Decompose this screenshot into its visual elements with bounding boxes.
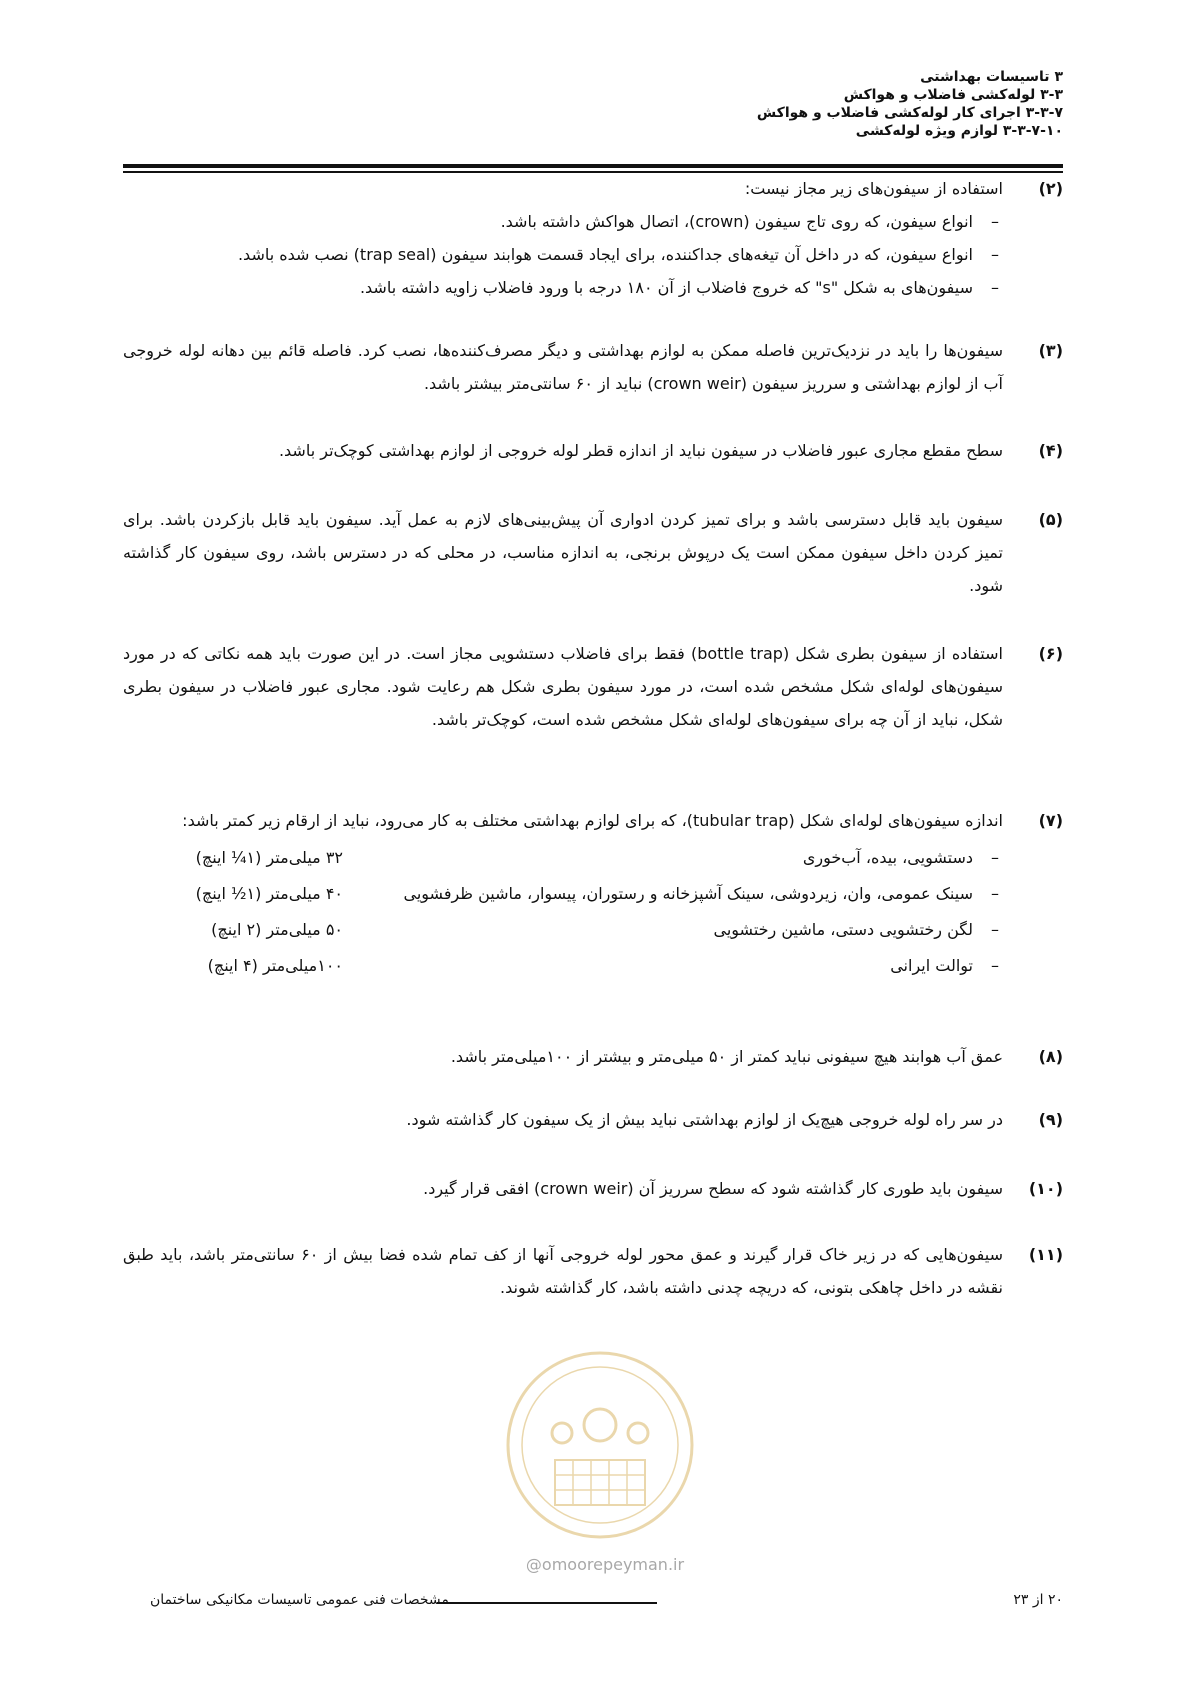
- clause-text: در سر راه لوله خروجی هیچ‌یک از لوازم بهداشتی نباید بیش از یک سیفون کار گذاشته شود.: [406, 1110, 1003, 1129]
- clause-text: اندازه سیفون‌های لوله‌ای شکل (tubular trap)، که برای لوازم بهداشتی مختلف به کار می‌رود، نباید از ارقام زیر کمتر باشد:: [182, 811, 1003, 830]
- list-item: – انواع سیفون، که روی تاج سیفون (crown)، اتصال هواکش داشته باشد.: [123, 205, 1003, 238]
- clause-6: [123, 637, 1063, 736]
- clause-7: [123, 804, 1063, 985]
- clause-text: سیفون باید طوری کار گذاشته شود که سطح سرریز آن (crown weir) افقی قرار گیرد.: [423, 1179, 1003, 1198]
- clause-text: سیفون‌ها را باید در نزدیک‌ترین فاصله ممکن به لوازم بهداشتی و دیگر مصرف‌کننده‌ها، نصب کرد. فاصله قائم بین دهانه لوله خروجی آب از لوازم بهداشتی و سرریز سیفون (crown weir) نباید از ۶۰ سانتی‌متر بیشتر باشد.: [123, 341, 1003, 393]
- clause-number: (۵): [1038, 510, 1063, 529]
- section-header: [123, 68, 1063, 140]
- clause-number: (۶): [1038, 644, 1063, 663]
- clause-text: سطح مقطع مجاری عبور فاضلاب در سیفون نباید از اندازه قطر لوله خروجی از لوازم بهداشتی کوچک‌تر باشد.: [278, 441, 1003, 460]
- table-row: [123, 841, 1003, 877]
- fixture-name: – توالت ایرانی: [890, 956, 973, 975]
- fixture-name: – سینک عمومی، وان، زیردوشی، سینک آشپزخانه و رستوران، پیسوار، ماشین ظرفشویی: [403, 884, 973, 903]
- table-row: [123, 913, 1003, 949]
- clause-number: (۹): [1038, 1110, 1063, 1129]
- trap-size: ۱۰۰میلی‌متر (۴ اینچ): [207, 956, 343, 975]
- list-item: – انواع سیفون، که در داخل آن تیغه‌های جداکننده، برای ایجاد قسمت هوابند سیفون (trap seal) نصب شده باشد.: [123, 238, 1003, 271]
- header-rule-thick: [123, 164, 1063, 168]
- clause-number: (۸): [1038, 1047, 1063, 1066]
- table-row: [123, 949, 1003, 985]
- clause-text: سیفون‌هایی که در زیر خاک قرار گیرند و عمق محور لوله خروجی آنها از کف تمام شده فضا بیش از ۶۰ سانتی‌متر باشد، باید طبق نقشه در داخل چاهکی بتونی، که دریچه چدنی داشته باشد، کار گذاشته شوند.: [123, 1245, 1003, 1297]
- watermark-seal-icon: [500, 1345, 700, 1545]
- table-row: [123, 877, 1003, 913]
- fixture-name: – لگن رختشویی دستی، ماشین رختشویی: [713, 920, 973, 939]
- page-number: ۲۰ از ۲۳: [1013, 1592, 1063, 1608]
- clause-text: سیفون باید قابل دسترسی باشد و برای تمیز کردن ادواری آن پیش‌بینی‌های لازم به عمل آید. سیفون باید قابل بازکردن باشد. برای تمیز کردن داخل سیفون ممکن است یک درپوش برنجی، به اندازه مناسب، در محلی که در دسترس باشد، روی سیفون کار گذاشته شود.: [123, 510, 1003, 595]
- clause-text: عمق آب هوابند هیچ سیفونی نباید کمتر از ۵۰ میلی‌متر و بیشتر از ۱۰۰میلی‌متر باشد.: [450, 1047, 1003, 1066]
- header-subsection: ۳-۳-۷ اجرای کار لوله‌کشی فاضلاب و هواکش: [756, 105, 1063, 121]
- clause-number: (۴): [1038, 441, 1063, 460]
- header-section: ۳-۳ لوله‌کشی فاضلاب و هواکش: [843, 87, 1063, 103]
- list-item: – سیفون‌های به شکل "s" که خروج فاضلاب از آن ۱۸۰ درجه با ورود فاضلاب زاویه داشته باشد.: [123, 271, 1003, 304]
- watermark-url: @omoorepeyman.ir: [525, 1555, 685, 1574]
- clause-number: (۲): [1038, 179, 1063, 198]
- footer-rule: [437, 1602, 657, 1604]
- clause-11: [123, 1238, 1063, 1304]
- clause-number: (۱۱): [1028, 1245, 1063, 1264]
- clause-9: [123, 1103, 1063, 1136]
- footer-title: مشخصات فنی عمومی تاسیسات مکانیکی ساختمان: [150, 1592, 449, 1608]
- trap-size: ۳۲ میلی‌متر (۱¼ اینچ): [195, 848, 343, 867]
- clause-intro: استفاده از سیفون‌های زیر مجاز نیست:: [744, 179, 1003, 198]
- clause-8: [123, 1040, 1063, 1073]
- clause-10: [123, 1172, 1063, 1205]
- fixture-name: – دستشویی، بیده، آب‌خوری: [802, 848, 973, 867]
- trap-size-table: [123, 841, 1003, 985]
- clause-text: استفاده از سیفون بطری شکل (bottle trap) فقط برای فاضلاب دستشویی مجاز است. در این صورت باید همه نکاتی که در مورد سیفون‌های لوله‌ای شکل مشخص شده است، در مورد سیفون بطری شکل هم رعایت شود. مجاری عبور فاضلاب در سیفون بطری شکل، نباید از آن چه برای سیفون‌های لوله‌ای شکل مشخص شده است، کوچک‌تر باشد.: [123, 644, 1003, 729]
- header-topic: ۳-۳-۷-۱۰ لوازم ویژه لوله‌کشی: [855, 123, 1063, 139]
- clause-number: (۷): [1038, 811, 1063, 830]
- clause-number: (۳): [1038, 341, 1063, 360]
- header-chapter: ۳ تاسیسات بهداشتی: [920, 69, 1063, 85]
- clause-3: [123, 334, 1063, 400]
- clause-number: (۱۰): [1028, 1179, 1063, 1198]
- clause-4: [123, 434, 1063, 467]
- clause-5: [123, 503, 1063, 602]
- trap-size: ۵۰ میلی‌متر (۲ اینچ): [211, 920, 343, 939]
- clause-2: [123, 172, 1063, 304]
- trap-size: ۴۰ میلی‌متر (۱½ اینچ): [195, 884, 343, 903]
